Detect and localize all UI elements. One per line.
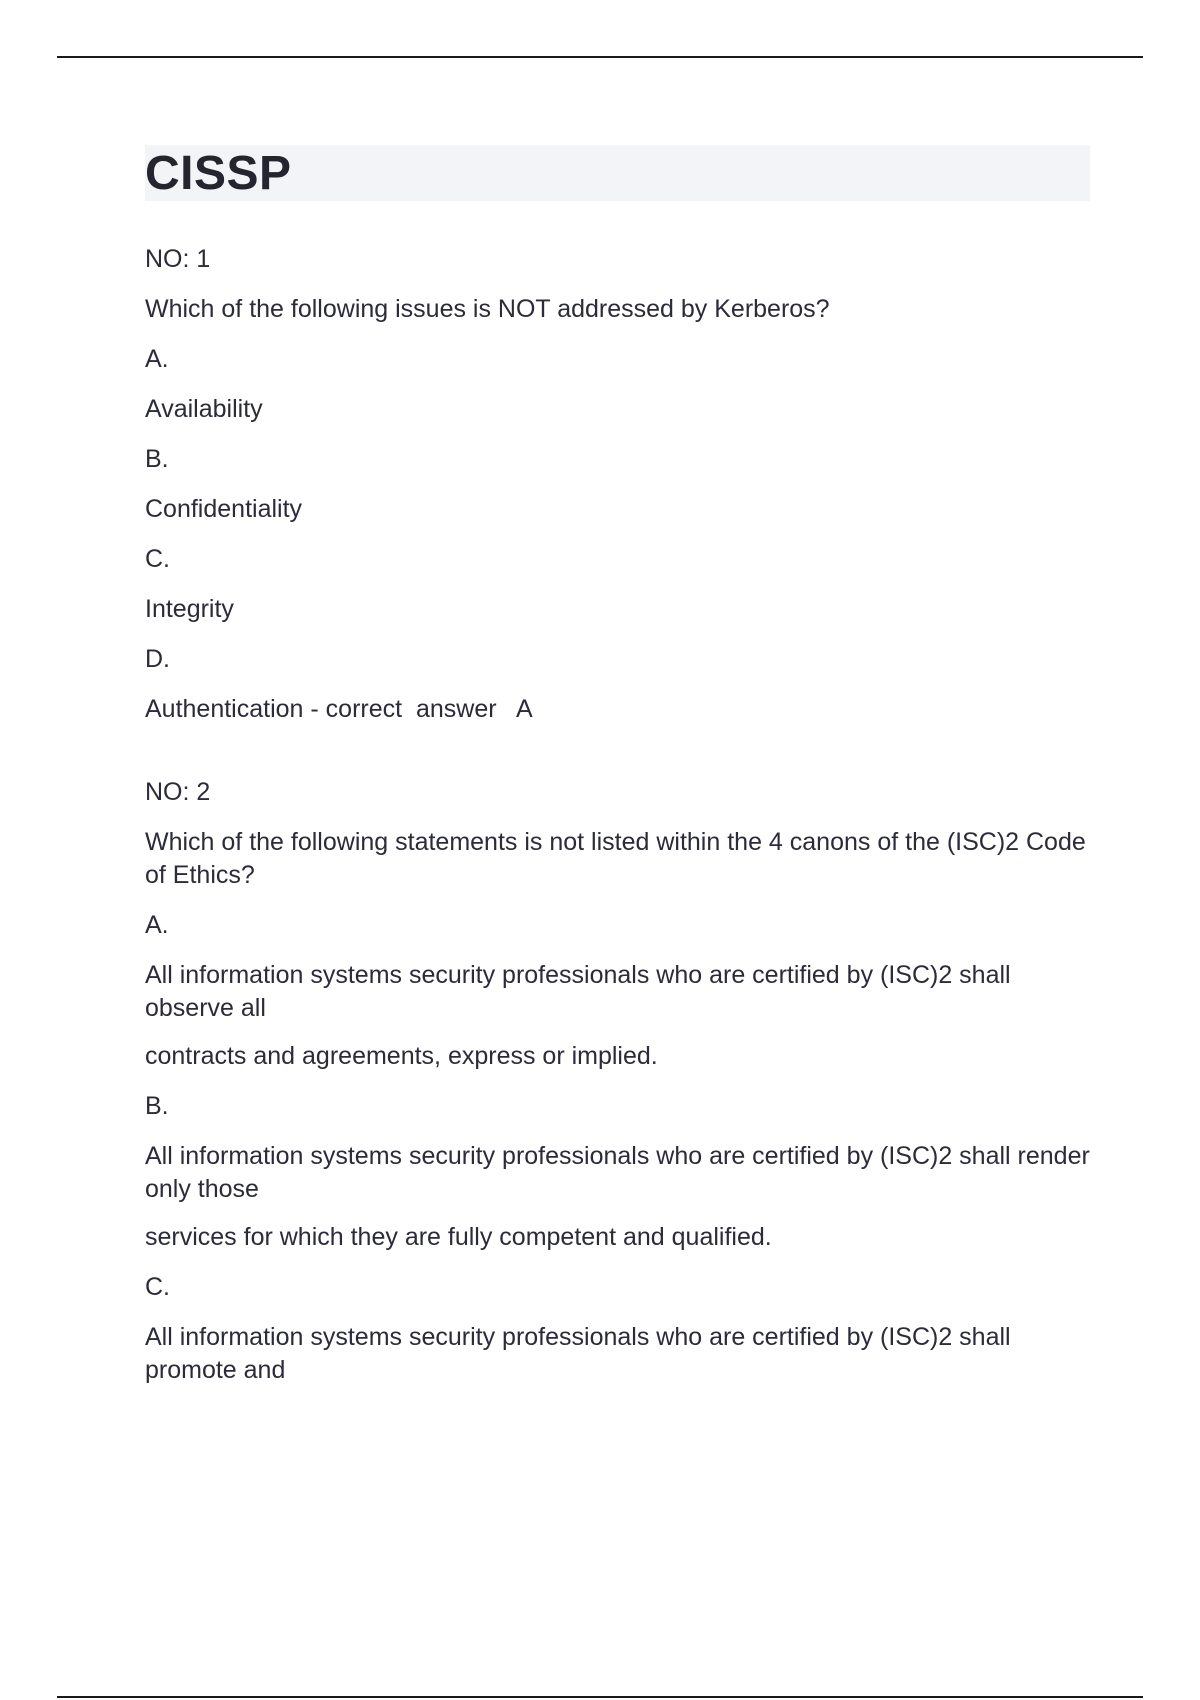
option-text-d	[145, 693, 1090, 726]
question-1	[145, 243, 1090, 726]
option-line: Availability	[145, 395, 263, 423]
option-letter-a: A.	[145, 345, 169, 373]
option-line: contracts and agreements, express or implied.	[145, 1042, 658, 1070]
top-rule	[57, 56, 1143, 58]
option-text-b	[145, 1140, 1090, 1254]
option-line: services for which they are fully competent and qualified.	[145, 1223, 772, 1251]
option-letter-b: B.	[145, 445, 169, 473]
option-text-b	[145, 493, 1090, 526]
document-title: CISSP	[145, 146, 292, 200]
option-line-with-answer: Authentication - correct answer A	[145, 695, 533, 723]
question-text: Which of the following statements is not listed within the 4 canons of the (ISC)2 Code of Ethics?	[145, 828, 1086, 889]
question-number: NO: 2	[145, 778, 211, 806]
option-letter-c: C.	[145, 545, 170, 573]
title-bar	[145, 145, 1090, 201]
question-text: Which of the following issues is NOT addressed by Kerberos?	[145, 295, 830, 323]
option-letter-a: A.	[145, 911, 169, 939]
bottom-rule	[57, 1696, 1143, 1698]
option-text-a	[145, 959, 1090, 1073]
question-2	[145, 776, 1090, 1387]
option-letter-d: D.	[145, 645, 170, 673]
option-line: All information systems security professionals who are certified by (ISC)2 shall observe all	[145, 961, 1011, 1022]
option-line: Integrity	[145, 595, 234, 623]
option-text-c	[145, 1321, 1090, 1387]
option-line: All information systems security professionals who are certified by (ISC)2 shall render only those	[145, 1142, 1090, 1203]
option-line: Confidentiality	[145, 495, 303, 523]
option-letter-c: C.	[145, 1273, 170, 1301]
question-number: NO: 1	[145, 245, 211, 273]
option-text-a	[145, 393, 1090, 426]
option-letter-b: B.	[145, 1092, 169, 1120]
page-content	[145, 145, 1090, 1437]
option-text-c	[145, 593, 1090, 626]
option-line: All information systems security professionals who are certified by (ISC)2 shall promote and	[145, 1323, 1011, 1384]
